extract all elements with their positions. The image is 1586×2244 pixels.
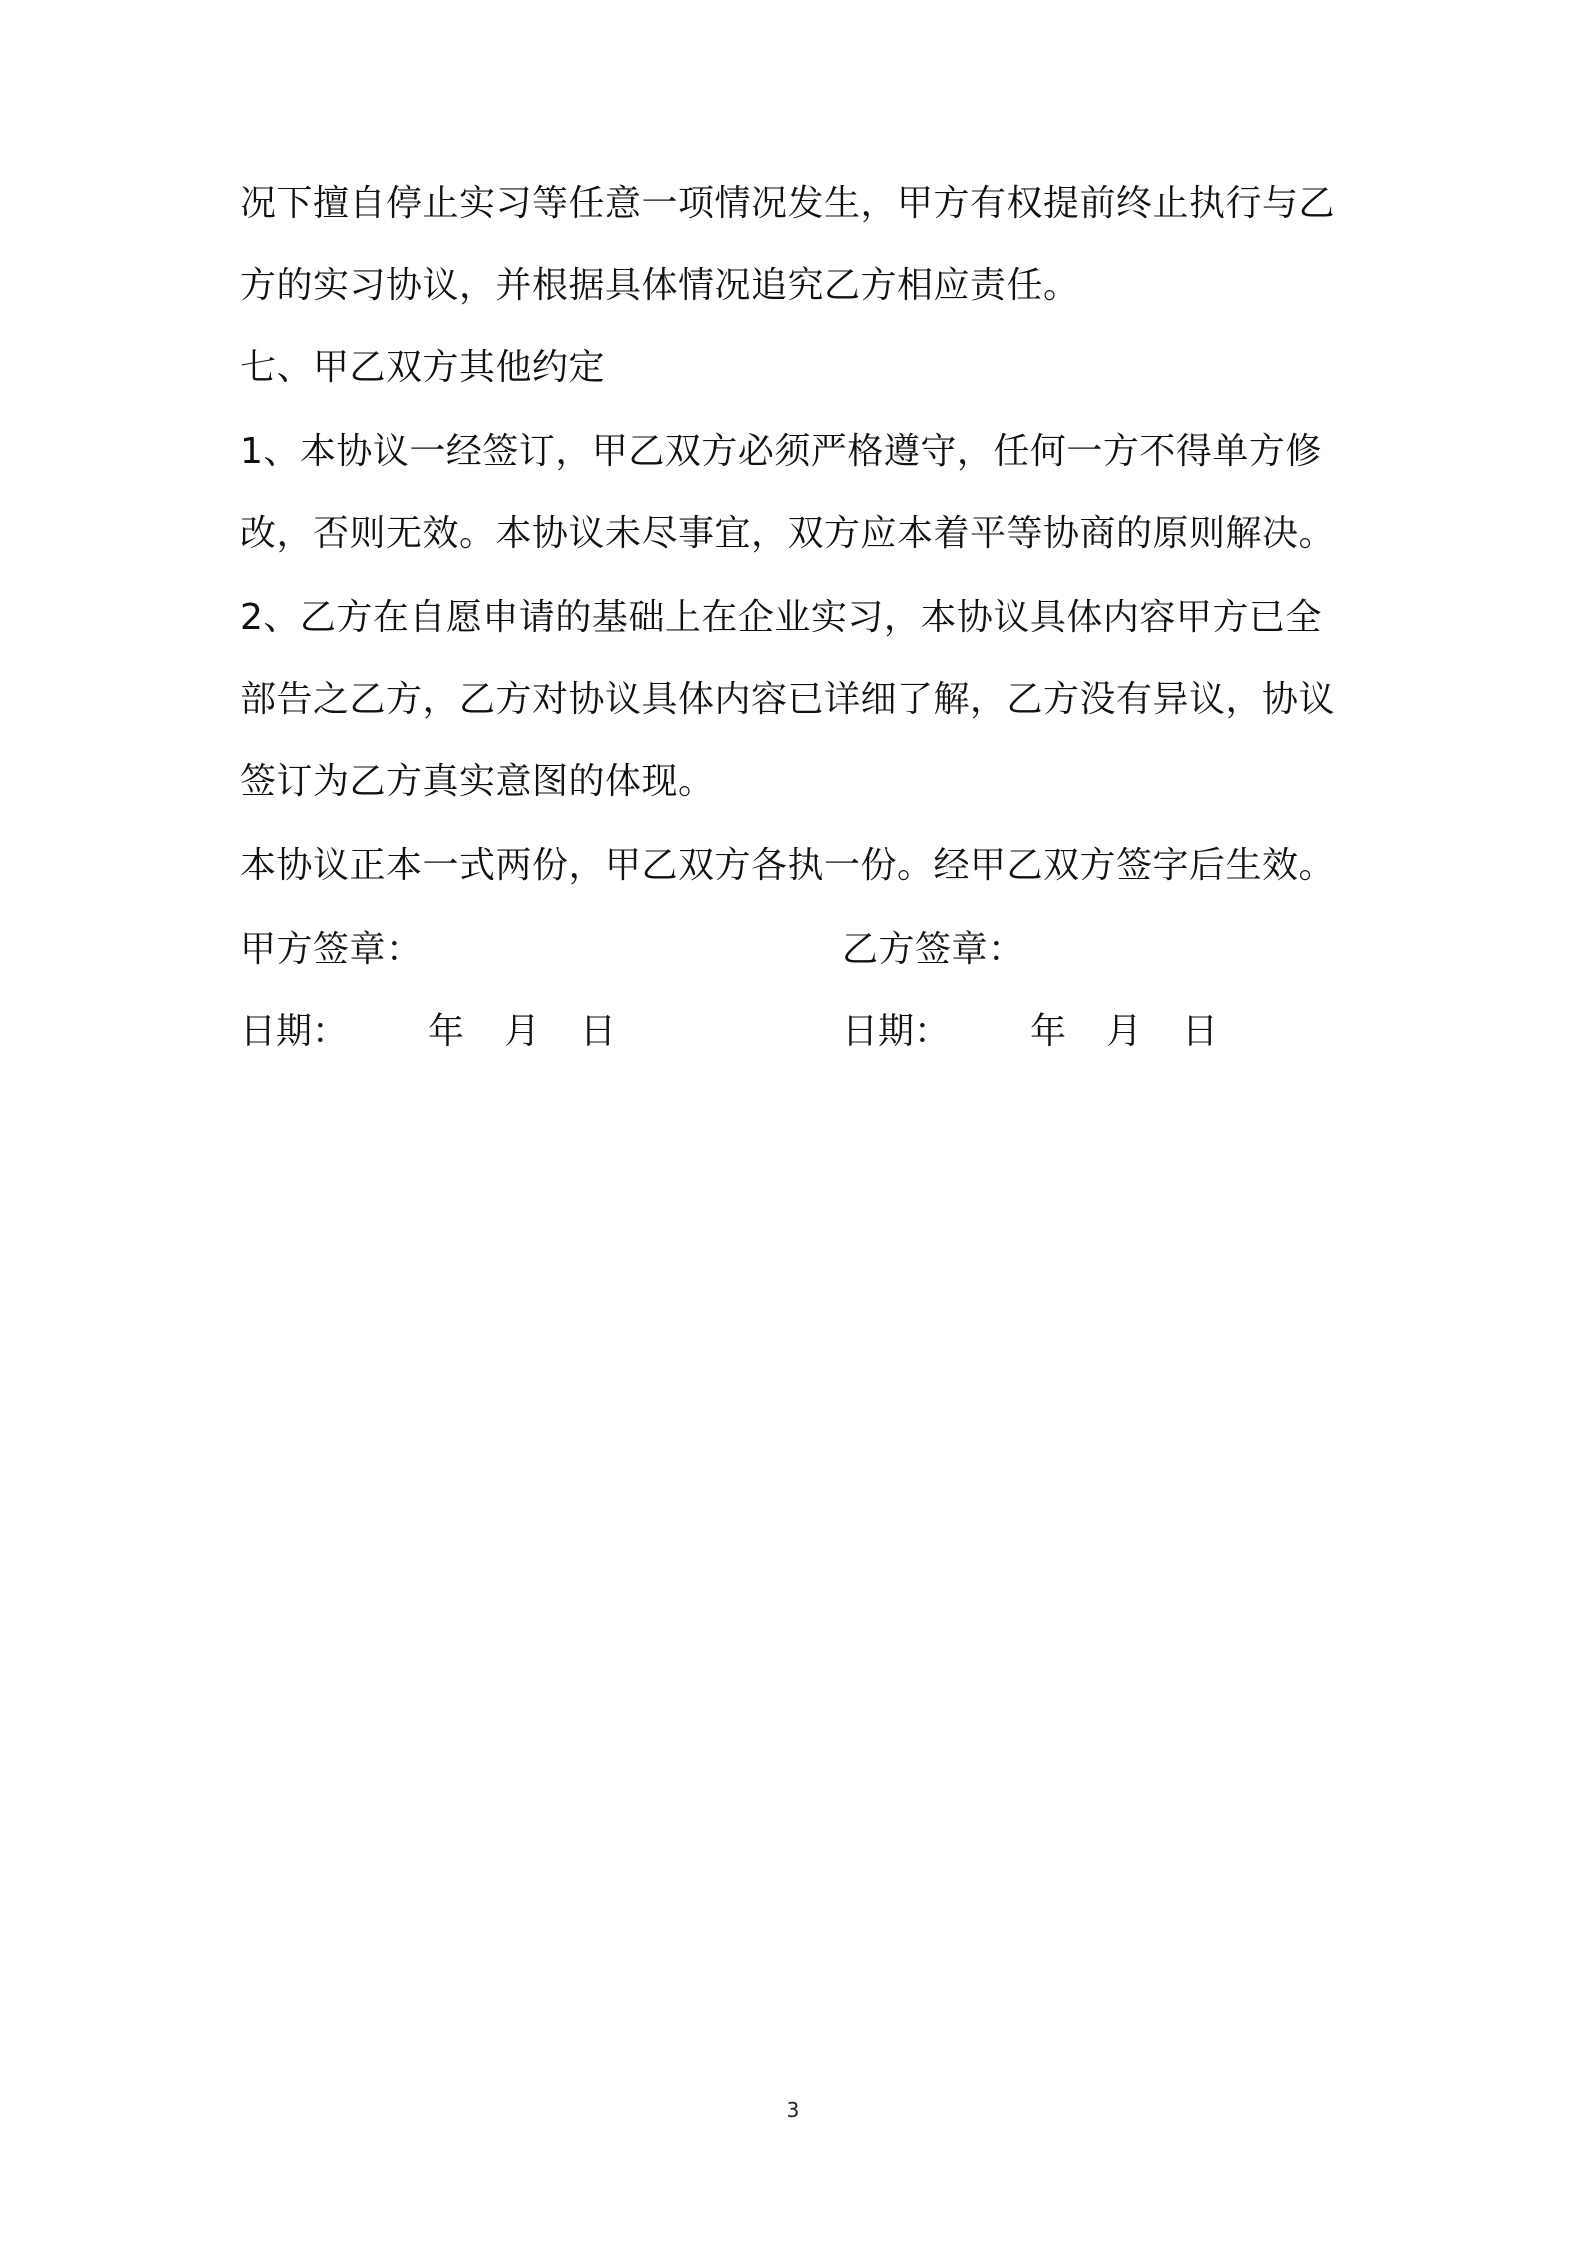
copies-statement: 本协议正本一式两份，甲乙双方各执一份。经甲乙双方签字后生效。: [240, 845, 1336, 886]
section-heading: 七、甲乙双方其他约定: [240, 347, 606, 388]
party-b-date-year: 年: [1030, 1011, 1067, 1052]
party-a-date-year: 年: [428, 1011, 465, 1052]
clause-item-1-line: 改，否则无效。本协议未尽事宜，双方应本着平等协商的原则解决。: [240, 513, 1336, 554]
party-b-date-month: 月: [1106, 1011, 1143, 1052]
party-a-date-label: 日期：: [240, 1011, 349, 1052]
paragraph-line: 方的实习协议，并根据具体情况追究乙方相应责任。: [240, 265, 1080, 306]
clause-item-1-line: 1、本协议一经签订，甲乙双方必须严格遵守，任何一方不得单方修: [240, 431, 1322, 472]
party-a-date-month: 月: [504, 1011, 541, 1052]
party-b-signature-label: 乙方签章：: [842, 929, 1025, 970]
party-b-date-label: 日期：: [842, 1011, 951, 1052]
clause-item-2-line: 签订为乙方真实意图的体现。: [240, 761, 715, 802]
party-a-date-day: 日: [580, 1011, 617, 1052]
paragraph-line: 况下擅自停止实习等任意一项情况发生，甲方有权提前终止执行与乙: [240, 183, 1336, 224]
party-b-date-day: 日: [1182, 1011, 1219, 1052]
clause-item-2-line: 2、乙方在自愿申请的基础上在企业实习，本协议具体内容甲方已全: [240, 597, 1322, 638]
page-number: 3: [786, 2098, 800, 2122]
clause-item-2-line: 部告之乙方，乙方对协议具体内容已详细了解，乙方没有异议，协议: [240, 679, 1336, 720]
party-a-signature-label: 甲方签章：: [240, 929, 423, 970]
